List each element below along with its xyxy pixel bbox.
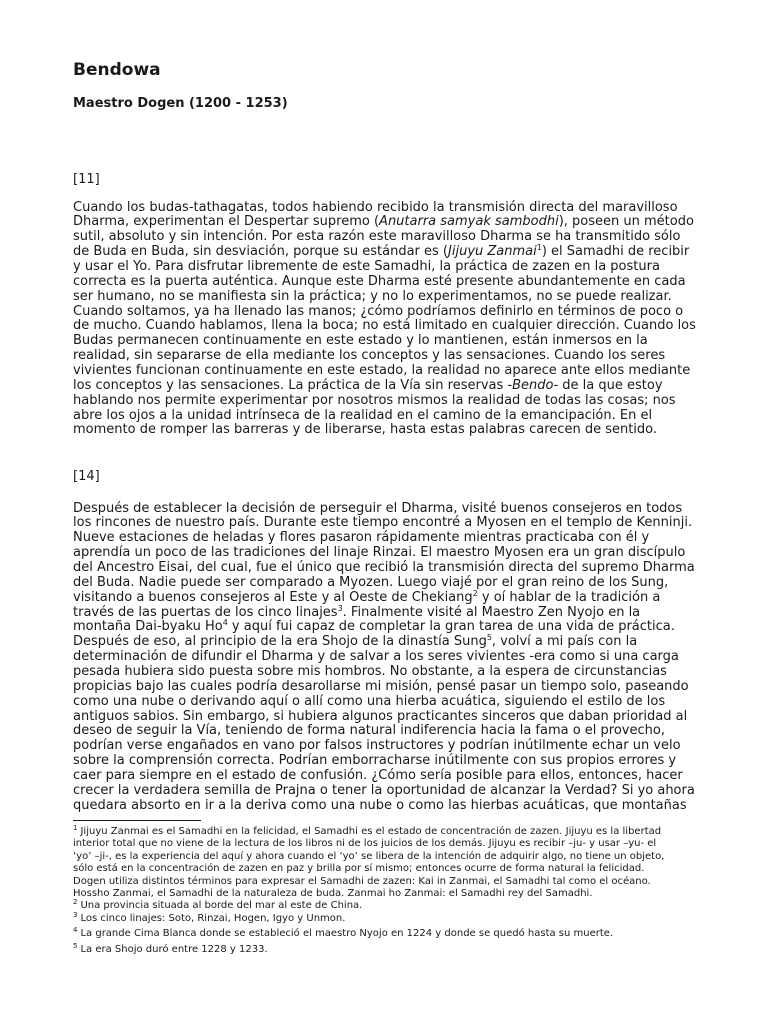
- text-run: de Buda en Buda, sin desviación, porque su estándar es (: [73, 244, 449, 260]
- paragraph-line: [73, 620, 695, 635]
- paragraph-line: [73, 769, 695, 784]
- text-run: Nueve estaciones de heladas y flores pasaron rápidamente mientras practicaba con él y: [73, 530, 650, 546]
- text-run: Después de establecer la decisión de perseguir el Dharma, visité buenos consejeros en todos: [73, 500, 683, 516]
- footnote-ref: 4: [222, 618, 228, 628]
- text-run: Cuando soltamos, ya ha llenado las manos; ¿cómo podríamos definirlo en términos de poco o: [73, 303, 684, 319]
- text-run: del Ancestro Eisai, del cual, fue el único que recibió la transmisión directa del supremo Dharma: [73, 559, 695, 575]
- footnote-text: Una provincia situada al borde del mar al este de China.: [80, 900, 363, 912]
- footnote-number: 5: [73, 941, 78, 950]
- text-run: hablando nos permite experimentar por nosotros mismos la realidad de todas las cosas; nos: [73, 392, 676, 408]
- text-run: los conceptos y las sensaciones. La práctica de la Vía sin reservas: [73, 377, 508, 393]
- paragraph-line: [73, 516, 695, 531]
- footnote: [73, 928, 664, 940]
- paragraph-line: [73, 275, 696, 290]
- text-run: del Buda. Nadie puede ser comparado a Myozen. Luego viajé por el gran reino de los Sung,: [73, 574, 669, 590]
- text-run: deseo de seguir la Vía, teniendo de forma natural indiferencia hacia la fama o el provecho,: [73, 723, 665, 739]
- footnote-ref: 1: [536, 243, 542, 253]
- text-run: vivientes funcionan continuamente en este estado, la realidad no aparece ante ellos mediante: [73, 362, 691, 378]
- footnote: [73, 910, 664, 925]
- footnote: [73, 941, 664, 956]
- footnote-number: 4: [73, 926, 78, 935]
- paragraph-line: [73, 561, 695, 576]
- text-run: y aquí fui capaz de completar la gran tarea de una vida de práctica.: [227, 619, 675, 635]
- text-run: . Finalmente visité al Maestro Zen Nyojo en la: [342, 604, 641, 620]
- text-run: momento de romper las barreras y de liberarse, hasta estas palabras carecen de sentido.: [73, 422, 658, 438]
- paragraph-line: [73, 260, 696, 275]
- paragraph-line: [73, 215, 696, 230]
- footnote-text: Dogen utiliza distintos términos para expresar el Samadhi de zazen: Kai in Zanmai, el Samadhi tal como el océano.: [73, 875, 651, 887]
- text-run: Cuando los budas-tathagatas, todos habiendo recibido la transmisión directa del maravilloso: [73, 199, 678, 215]
- text-run: los rincones de nuestro país. Durante este tiempo encontré a Myosen en el templo de Kenninji.: [73, 515, 693, 531]
- paragraph-line: [73, 319, 696, 334]
- footnote-ref: 5: [486, 633, 492, 643]
- footnote-number: 3: [73, 910, 78, 919]
- text-run: Budas permanecen continuamente en este estado y lo mantienen, están inmersos en la: [73, 333, 648, 349]
- footnote-line: [73, 876, 664, 888]
- paragraph-line: [73, 710, 695, 725]
- paragraph-line: [73, 650, 695, 665]
- footnote-line: [73, 838, 664, 850]
- section-marker: [14]: [73, 468, 100, 484]
- paragraph-line: [73, 799, 695, 814]
- text-run: ), poseen un método: [558, 214, 694, 230]
- footnote-line: [73, 941, 664, 956]
- paragraph-line: [73, 665, 695, 680]
- paragraph-line: [73, 754, 695, 769]
- paragraph-line: [73, 784, 695, 799]
- text-run: realidad, sin separarse de ella mediante los conceptos y las sensaciones. Cuando los seres: [73, 348, 666, 364]
- paragraph-line: [73, 334, 696, 349]
- footnote-line: [73, 851, 664, 863]
- footnote: [73, 900, 664, 912]
- paragraph-line: [73, 230, 696, 245]
- document-title: Bendowa: [73, 60, 161, 80]
- paragraph-line: [73, 201, 696, 216]
- footnote-ref: 2: [472, 588, 478, 598]
- text-run: ) el Samadhi de recibir: [541, 244, 690, 260]
- text-run: propicias bajo las cuales podría desarollarse mi misión, pensé pasar un tiempo solo, paseando: [73, 678, 689, 694]
- footnote-number: 2: [73, 898, 78, 907]
- paragraph-line: [73, 245, 696, 260]
- italic-term: -Bendo-: [507, 377, 559, 393]
- text-run: Después de eso, al principio de la era Shojo de la dinastía Sung: [73, 634, 487, 650]
- text-run: abre los ojos a la unidad intrínseca de la realidad en el camino de la emancipación. En el: [73, 407, 653, 423]
- paragraph-line: [73, 502, 695, 517]
- text-run: y usar el Yo. Para disfrutar libremente de este Samadhi, la práctica de zazen en la postura: [73, 258, 660, 274]
- footnotes: [73, 826, 664, 956]
- paragraph-line: [73, 364, 696, 379]
- paragraph-line: [73, 739, 695, 754]
- text-run: sutil, absoluto y sin intención. Por esta razón este maravilloso Dharma se ha transmitido sólo: [73, 229, 681, 245]
- footnote-line: [73, 826, 664, 838]
- footnote: [73, 826, 664, 900]
- paragraph-line: [73, 394, 696, 409]
- footnote-text: interior total que no viene de la lectura de los libros ni de los juicios de los demás. Jijuyu es recibir –ju- y usar –yu- el: [73, 838, 657, 850]
- paragraph-line: [73, 379, 696, 394]
- text-run: correcta es la puerta auténtica. Aunque este Dharma esté presente abundantemente en cada: [73, 273, 686, 289]
- text-run: podrían verse engañados en vano por falsos instructores y podrían inútilmente echar un velo: [73, 738, 681, 754]
- paragraph-line: [73, 305, 696, 320]
- footnote-number: 1: [73, 824, 78, 832]
- footnote-text: Hossho Zanmai, el Samadhi de la naturaleza de buda. Zanmai ho Zanmai: el Samadhi rey del Samadhi.: [73, 887, 593, 899]
- text-run: , volví a mi país con la: [491, 634, 638, 650]
- paragraph-line: [73, 290, 696, 305]
- paragraph: [73, 502, 695, 814]
- text-run: determinación de difundir el Dharma y de salvar a los seres vivientes -era como si una carga: [73, 649, 679, 665]
- paragraph-line: [73, 588, 695, 606]
- footnote-text: La grande Cima Blanca donde se estableció el maestro Nyojo en 1224 y donde se quedó hasta su muerte.: [80, 928, 614, 940]
- text-run: aprendía un poco de las tradiciones del linaje Rinzai. El maestro Myosen era un gran discípulo: [73, 545, 686, 561]
- paragraph-line: [73, 680, 695, 695]
- footnote-ref: 3: [337, 603, 343, 613]
- footnote-text: La era Shojo duró entre 1228 y 1233.: [80, 943, 268, 955]
- footnote-separator: [73, 820, 201, 821]
- text-run: visitando a buenos consejeros al Este y al Oeste de Chekiang: [73, 589, 473, 605]
- paragraph-line: [73, 576, 695, 591]
- text-run: como una nube o derivando aquí o allí como una hierba acuática, siguiendo el estilo de los: [73, 693, 666, 709]
- text-run: de mucho. Cuando hablamos, llena la boca; no está limitado en cualquier dirección. Cuando los: [73, 318, 696, 334]
- section-marker: [11]: [73, 171, 100, 187]
- paragraph-line: [73, 724, 695, 739]
- paragraph: [73, 201, 696, 439]
- text-run: pesada hubiera sido puesta sobre mis hombros. No obstante, a la espera de circunstancias: [73, 663, 667, 679]
- author-line: Maestro Dogen (1200 - 1253): [73, 96, 288, 111]
- text-run: de la que estoy: [558, 377, 663, 393]
- italic-term: Jijuyu Zanmai: [448, 244, 537, 260]
- footnote-line: [73, 888, 664, 900]
- footnote-line: [73, 900, 664, 912]
- footnote-text: Los cinco linajes: Soto, Rinzai, Hogen, Igyo y Unmon.: [80, 912, 346, 924]
- text-run: Dharma, experimentan el Despertar supremo (: [73, 214, 380, 230]
- italic-term: Anutarra samyak sambodhi: [379, 214, 559, 230]
- paragraph-line: [73, 695, 695, 710]
- text-run: crecer la verdadera semilla de Prajna o tener la oportunidad de alcanzar la Verdad? Si yo ahora: [73, 782, 695, 798]
- text-run: quedara absorto en ir a la deriva como una nube o como las hierbas acuáticas, que montañas: [73, 797, 687, 813]
- paragraph-line: [73, 349, 696, 364]
- footnote-line: [73, 863, 664, 875]
- text-run: sobre la comprensión correcta. Podrían emborracharse inútilmente con sus propios errores y: [73, 753, 677, 769]
- footnote-text: Jijuyu Zanmai es el Samadhi en la felicidad, el Samadhi es el estado de concentración de zazen. Jijuyu es la libertad: [80, 826, 662, 837]
- paragraph-line: [73, 546, 695, 561]
- footnote-line: [73, 910, 664, 925]
- text-run: ser humano, no se manifiesta sin la práctica; y no lo experimentamos, no se puede realizar.: [73, 288, 672, 304]
- paragraph-line: [73, 635, 695, 650]
- text-run: y oí hablar de la tradición a: [477, 589, 661, 605]
- paragraph-line: [73, 423, 696, 438]
- text-run: montaña Dai-byaku Ho: [73, 619, 223, 635]
- text-run: antiguos sabios. Sin embargo, si hubiera algunos practicantes sinceros que daban prioridad al: [73, 708, 688, 724]
- paragraph-line: [73, 531, 695, 546]
- footnote-text: ‘yo’ –ji-, es la experiencia del aquí y ahora cuando el ‘yo’ se libera de la intención de adquirir algo, no tiene un objeto,: [73, 850, 665, 862]
- text-run: caer para siempre en el estado de confusión. ¿Cómo sería posible para ellos, entonces, hacer: [73, 767, 683, 783]
- text-run: través de las puertas de los cinco linajes: [73, 604, 338, 620]
- paragraph-line: [73, 409, 696, 424]
- footnote-line: [73, 928, 664, 940]
- footnote-text: sólo está en la concentración de zazen en paz y brilla por sí mismo; entonces ocurre de forma natural la felicidad.: [73, 863, 645, 875]
